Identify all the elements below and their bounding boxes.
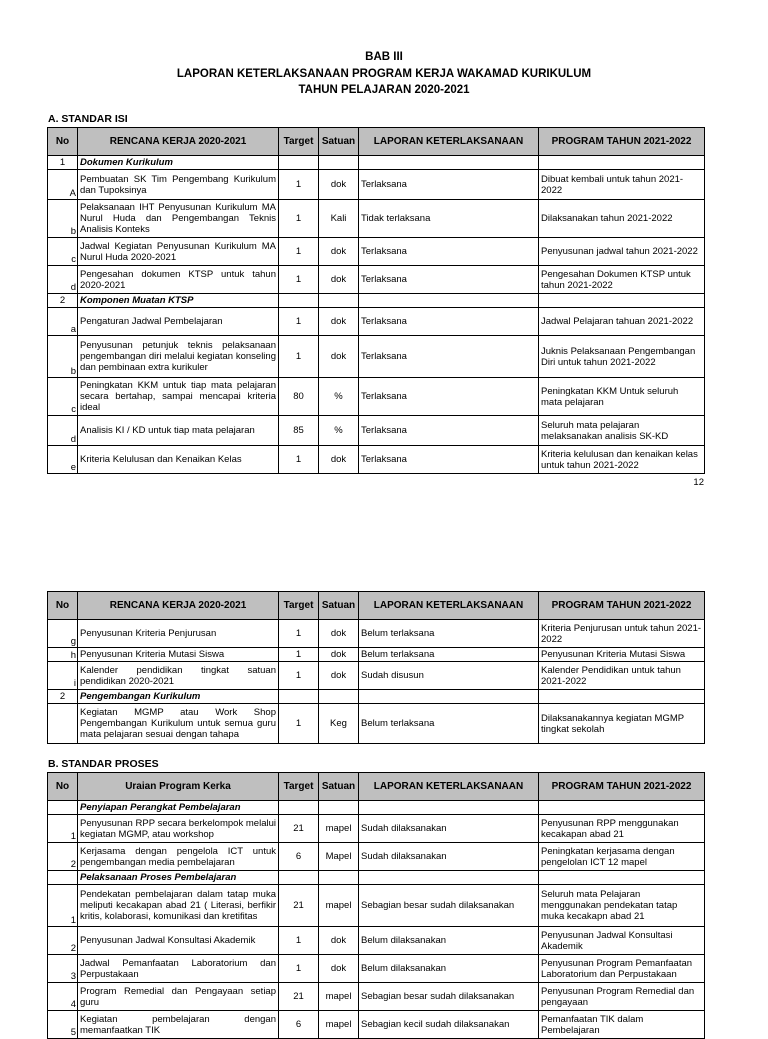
cell-target: 1 <box>279 336 319 378</box>
cell-no: 1 <box>48 156 78 170</box>
cell-program: Penyusunan Program Pemanfaatan Laboratorium dan Perpustakaan <box>539 955 705 983</box>
cell-no <box>48 704 78 744</box>
col-rencana: RENCANA KERJA 2020-2021 <box>78 128 279 156</box>
table-row <box>48 927 705 955</box>
cell-target: 1 <box>279 200 319 238</box>
cell-program: Kriteria Penjurusan untuk tahun 2021-2022 <box>539 620 705 648</box>
cell-no: h <box>48 648 78 662</box>
cell-rencana: Penyusunan Kriteria Penjurusan <box>78 620 279 648</box>
cell-program: Penyusunan Kriteria Mutasi Siswa <box>539 648 705 662</box>
cell-satuan: dok <box>319 662 359 690</box>
cell-satuan: Keg <box>319 704 359 744</box>
cell-laporan: Belum terlaksana <box>359 620 539 648</box>
cell-target: 1 <box>279 955 319 983</box>
cell-empty <box>279 294 319 308</box>
cell-program: Penyusunan RPP menggunakan kecakapan abad 21 <box>539 815 705 843</box>
cell-satuan: dok <box>319 170 359 200</box>
cell-no: 2 <box>48 843 78 871</box>
cell-program: Penyusunan jadwal tahun 2021-2022 <box>539 238 705 266</box>
cell-rencana: Penyusunan petunjuk teknis pelaksanaan pengembangan diri melalui kegiatan konseling dan pembinaan extra kurikuler <box>78 336 279 378</box>
cell-empty <box>319 690 359 704</box>
cell-laporan: Sudah dilaksanakan <box>359 843 539 871</box>
col-satuan: Satuan <box>319 773 359 801</box>
section-standar-proses: B. STANDAR PROSES <box>48 758 159 770</box>
cell-satuan: dok <box>319 336 359 378</box>
cell-laporan: Belum dilaksanakan <box>359 955 539 983</box>
cell-program: Kriteria kelulusan dan kenaikan kelas untuk tahun 2021-2022 <box>539 446 705 474</box>
cell-group-title: Pengembangan Kurikulum <box>78 690 279 704</box>
cell-program: Jadwal Pelajaran tahuan 2021-2022 <box>539 308 705 336</box>
col-target: Target <box>279 773 319 801</box>
cell-rencana: Kegiatan pembelajaran dengan memanfaatkan TIK <box>78 1011 279 1039</box>
cell-target: 1 <box>279 446 319 474</box>
cell-no: 5 <box>48 1011 78 1039</box>
table-row <box>48 446 705 474</box>
cell-target: 21 <box>279 885 319 927</box>
cell-rencana: Kriteria Kelulusan dan Kenaikan Kelas <box>78 446 279 474</box>
cell-no: 1 <box>48 815 78 843</box>
col-laporan: LAPORAN KETERLAKSANAAN <box>359 128 539 156</box>
cell-satuan: dok <box>319 927 359 955</box>
cell-empty <box>279 871 319 885</box>
cell-laporan: Sudah dilaksanakan <box>359 815 539 843</box>
table-row <box>48 336 705 378</box>
bab-heading: BAB III <box>365 51 403 63</box>
cell-target: 1 <box>279 662 319 690</box>
cell-rencana: Pengaturan Jadwal Pembelajaran <box>78 308 279 336</box>
cell-empty <box>539 871 705 885</box>
page-number: 12 <box>693 477 704 488</box>
cell-laporan: Belum terlaksana <box>359 648 539 662</box>
cell-target: 1 <box>279 308 319 336</box>
cell-no: d <box>48 266 78 294</box>
cell-program: Penyusunan Jadwal Konsultasi Akademik <box>539 927 705 955</box>
cell-laporan: Terlaksana <box>359 336 539 378</box>
cell-target: 1 <box>279 170 319 200</box>
cell-program: Seluruh mata Pelajaran menggunakan pendekatan tatap muka kecakapn abad 21 <box>539 885 705 927</box>
cell-target: 1 <box>279 704 319 744</box>
cell-empty <box>539 801 705 815</box>
cell-program: Penyusunan Program Remedial dan pengayaan <box>539 983 705 1011</box>
cell-rencana: Penyusunan Kriteria Mutasi Siswa <box>78 648 279 662</box>
cell-no: 2 <box>48 690 78 704</box>
cell-rencana: Kalender pendidikan tingkat satuan pendidikan 2020-2021 <box>78 662 279 690</box>
table-row <box>48 1011 705 1039</box>
cell-laporan: Belum dilaksanakan <box>359 927 539 955</box>
cell-target: 1 <box>279 927 319 955</box>
cell-group-title: Komponen Muatan KTSP <box>78 294 279 308</box>
cell-no: b <box>48 200 78 238</box>
cell-satuan: dok <box>319 620 359 648</box>
cell-target: 1 <box>279 238 319 266</box>
cell-program: Pemanfaatan TIK dalam Pembelajaran <box>539 1011 705 1039</box>
cell-satuan: dok <box>319 238 359 266</box>
cell-satuan: dok <box>319 308 359 336</box>
table-row <box>48 238 705 266</box>
col-satuan: Satuan <box>319 128 359 156</box>
cell-rencana: Pembuatan SK Tim Pengembang Kurikulum dan Tupoksinya <box>78 170 279 200</box>
cell-satuan: dok <box>319 266 359 294</box>
cell-satuan: dok <box>319 446 359 474</box>
table-row <box>48 843 705 871</box>
cell-program: Juknis Pelaksanaan Pengembangan Diri untuk tahun 2021-2022 <box>539 336 705 378</box>
table-standar-isi-part2 <box>47 591 705 744</box>
col-no: No <box>48 773 78 801</box>
table-row <box>48 378 705 416</box>
cell-empty <box>539 690 705 704</box>
col-laporan: LAPORAN KETERLAKSANAAN <box>359 773 539 801</box>
cell-empty <box>359 156 539 170</box>
cell-empty <box>359 294 539 308</box>
col-laporan: LAPORAN KETERLAKSANAAN <box>359 592 539 620</box>
table-row <box>48 704 705 744</box>
cell-satuan: mapel <box>319 1011 359 1039</box>
table-row <box>48 266 705 294</box>
cell-rencana: Jadwal Pemanfaatan Laboratorium dan Perpustakaan <box>78 955 279 983</box>
cell-target: 6 <box>279 1011 319 1039</box>
cell-no: c <box>48 238 78 266</box>
cell-empty <box>539 156 705 170</box>
table-group-row <box>48 690 705 704</box>
cell-satuan: Kali <box>319 200 359 238</box>
cell-rencana: Pengesahan dokumen KTSP untuk tahun 2020-2021 <box>78 266 279 294</box>
cell-target: 1 <box>279 266 319 294</box>
cell-empty <box>319 156 359 170</box>
cell-no: g <box>48 620 78 648</box>
cell-rencana: Pelaksanaan IHT Penyusunan Kurikulum MA Nurul Huda dan Pengembangan Teknis Analisis Konteks <box>78 200 279 238</box>
cell-laporan: Belum terlaksana <box>359 704 539 744</box>
cell-rencana: Kerjasama dengan pengelola ICT untuk pengembangan media pembelajaran <box>78 843 279 871</box>
cell-empty <box>359 871 539 885</box>
report-year: TAHUN PELAJARAN 2020-2021 <box>298 84 470 96</box>
table-row <box>48 955 705 983</box>
cell-program: Pengesahan Dokumen KTSP untuk tahun 2021-2022 <box>539 266 705 294</box>
col-program: PROGRAM TAHUN 2021-2022 <box>539 128 705 156</box>
cell-group-title: Pelaksanaan Proses Pembelajaran <box>78 871 279 885</box>
table-row <box>48 416 705 446</box>
table-row <box>48 815 705 843</box>
cell-satuan: dok <box>319 648 359 662</box>
table-row <box>48 620 705 648</box>
cell-satuan: mapel <box>319 815 359 843</box>
table-group-row <box>48 801 705 815</box>
col-program: PROGRAM TAHUN 2021-2022 <box>539 592 705 620</box>
cell-no: e <box>48 446 78 474</box>
cell-program: Dilaksanakannya kegiatan MGMP tingkat sekolah <box>539 704 705 744</box>
table-standar-isi-part1 <box>47 127 705 474</box>
cell-no: 3 <box>48 955 78 983</box>
cell-satuan: dok <box>319 955 359 983</box>
cell-empty <box>539 294 705 308</box>
col-program: PROGRAM TAHUN 2021-2022 <box>539 773 705 801</box>
cell-laporan: Terlaksana <box>359 446 539 474</box>
cell-rencana: Pendekatan pembelajaran dalam tatap muka meliputi kecakapan abad 21 ( Literasi, berfikir kritis, kolaborasi, komunikasi dan kretifitas <box>78 885 279 927</box>
cell-no: b <box>48 336 78 378</box>
table-row <box>48 648 705 662</box>
cell-rencana: Jadwal Kegiatan Penyusunan Kurikulum MA Nurul Huda 2020-2021 <box>78 238 279 266</box>
table-row <box>48 170 705 200</box>
cell-no: 4 <box>48 983 78 1011</box>
cell-satuan: % <box>319 416 359 446</box>
cell-laporan: Terlaksana <box>359 308 539 336</box>
cell-no: i <box>48 662 78 690</box>
cell-rencana: Analisis KI / KD untuk tiap mata pelajaran <box>78 416 279 446</box>
cell-laporan: Sebagian kecil sudah dilaksanakan <box>359 1011 539 1039</box>
cell-target: 21 <box>279 983 319 1011</box>
cell-group-title: Dokumen Kurikulum <box>78 156 279 170</box>
cell-satuan: mapel <box>319 983 359 1011</box>
cell-program: Peningkatan KKM Untuk seluruh mata pelajaran <box>539 378 705 416</box>
cell-empty <box>359 690 539 704</box>
col-uraian: Uraian Program Kerka <box>78 773 279 801</box>
table-row <box>48 885 705 927</box>
table-group-row <box>48 156 705 170</box>
cell-empty <box>279 156 319 170</box>
cell-no: a <box>48 308 78 336</box>
cell-no: 2 <box>48 294 78 308</box>
cell-program: Dibuat kembali untuk tahun 2021-2022 <box>539 170 705 200</box>
col-target: Target <box>279 592 319 620</box>
cell-target: 6 <box>279 843 319 871</box>
cell-satuan: mapel <box>319 885 359 927</box>
cell-laporan: Terlaksana <box>359 238 539 266</box>
cell-laporan: Sebagian besar sudah dilaksanakan <box>359 983 539 1011</box>
section-standar-isi: A. STANDAR ISI <box>48 113 128 125</box>
cell-no: A <box>48 170 78 200</box>
cell-empty <box>319 871 359 885</box>
cell-laporan: Terlaksana <box>359 170 539 200</box>
cell-laporan: Terlaksana <box>359 378 539 416</box>
table-group-row <box>48 871 705 885</box>
cell-no <box>48 801 78 815</box>
cell-program: Dilaksanakan tahun 2021-2022 <box>539 200 705 238</box>
cell-empty <box>279 690 319 704</box>
cell-rencana: Program Remedial dan Pengayaan setiap guru <box>78 983 279 1011</box>
cell-no: 1 <box>48 885 78 927</box>
cell-satuan: Mapel <box>319 843 359 871</box>
cell-empty <box>359 801 539 815</box>
cell-no: d <box>48 416 78 446</box>
cell-no <box>48 871 78 885</box>
cell-target: 1 <box>279 620 319 648</box>
col-target: Target <box>279 128 319 156</box>
cell-target: 85 <box>279 416 319 446</box>
table-group-row <box>48 294 705 308</box>
cell-target: 21 <box>279 815 319 843</box>
cell-empty <box>319 294 359 308</box>
cell-rencana: Penyusunan Jadwal Konsultasi Akademik <box>78 927 279 955</box>
cell-program: Seluruh mata pelajaran melaksanakan analisis SK-KD <box>539 416 705 446</box>
cell-program: Kalender Pendidikan untuk tahun 2021-2022 <box>539 662 705 690</box>
cell-target: 1 <box>279 648 319 662</box>
table-row <box>48 662 705 690</box>
cell-no: c <box>48 378 78 416</box>
cell-rencana: Peningkatan KKM untuk tiap mata pelajaran secara bertahap, sampai mencapai kriteria ideal <box>78 378 279 416</box>
cell-group-title: Penyiapan Perangkat Pembelajaran <box>78 801 279 815</box>
cell-target: 80 <box>279 378 319 416</box>
table-standar-proses <box>47 772 705 1039</box>
table-row <box>48 983 705 1011</box>
cell-laporan: Terlaksana <box>359 266 539 294</box>
cell-empty <box>279 801 319 815</box>
col-satuan: Satuan <box>319 592 359 620</box>
cell-rencana: Penyusunan RPP secara berkelompok melalui kegiatan MGMP, atau workshop <box>78 815 279 843</box>
cell-program: Peningkatan kerjasama dengan pengelolan ICT 12 mapel <box>539 843 705 871</box>
cell-laporan: Sebagian besar sudah dilaksanakan <box>359 885 539 927</box>
col-no: No <box>48 128 78 156</box>
table-row <box>48 308 705 336</box>
cell-empty <box>319 801 359 815</box>
cell-satuan: % <box>319 378 359 416</box>
cell-laporan: Tidak terlaksana <box>359 200 539 238</box>
cell-laporan: Terlaksana <box>359 416 539 446</box>
col-rencana: RENCANA KERJA 2020-2021 <box>78 592 279 620</box>
cell-no: 2 <box>48 927 78 955</box>
cell-laporan: Sudah disusun <box>359 662 539 690</box>
cell-rencana: Kegiatan MGMP atau Work Shop Pengembangan Kurikulum untuk semua guru mata pelajaran sesuai dengan tahapa <box>78 704 279 744</box>
report-title: LAPORAN KETERLAKSANAAN PROGRAM KERJA WAKAMAD KURIKULUM <box>176 68 592 80</box>
col-no: No <box>48 592 78 620</box>
table-row <box>48 200 705 238</box>
